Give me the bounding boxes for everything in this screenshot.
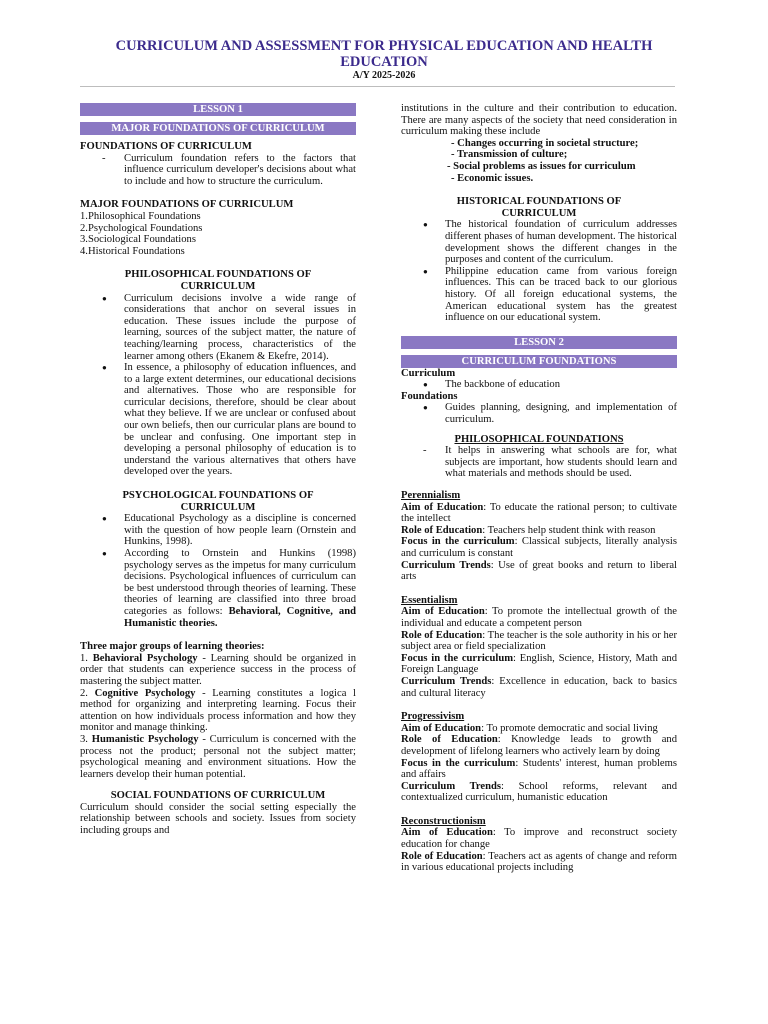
perennialism-role: Role of Education: Teachers help student think with reason bbox=[401, 524, 656, 536]
left-column bbox=[80, 103, 356, 837]
social-heading: SOCIAL FOUNDATIONS OF CURRICULUM bbox=[110, 790, 326, 802]
major-item: 1.Philosophical Foundations bbox=[80, 210, 201, 222]
reconstructionism-role: Role of Education: Teachers act as agents of change and reform in various educational projects including bbox=[401, 850, 677, 874]
essentialism-title: Essentialism bbox=[401, 594, 458, 606]
curriculum-label: Curriculum bbox=[401, 367, 456, 379]
list-item: ● Philippine education came from various foreign influences. This can be traced back to our glorious history. Of all foreign educational systems, the American educational system has the greatest influence on our educational system. bbox=[401, 266, 677, 324]
progressivism-trends: Curriculum Trends: School reforms, relevant and contextualized curriculum, humanistic education bbox=[401, 780, 678, 804]
philosophical-list bbox=[401, 445, 677, 480]
topic-bar-major-foundations: MAJOR FOUNDATIONS OF CURRICULUM bbox=[80, 122, 356, 135]
major-item: 3.Sociological Foundations bbox=[80, 234, 196, 246]
historical-heading: HISTORICAL FOUNDATIONS OF CURRICULUM bbox=[456, 196, 622, 219]
list-item: ● Educational Psychology as a discipline is concerned with the question of how people learn (Ornstein and Hunkins, 1998). bbox=[80, 513, 356, 548]
historical-list bbox=[401, 219, 677, 323]
perennialism-focus: Focus in the curriculum: Classical subjects, literally analysis and curriculum is constant bbox=[401, 536, 677, 559]
psych-text: According to Ornstein and Hunkins (1998) psychology serves as the impetus for many curriculum decisions. Psychological influences of curriculum can be best understood through theories of learning. These theories of learning are classified into three broad categories as follows: bbox=[124, 548, 356, 617]
social-text: Curriculum should consider the social setting especially the relationship between schools and society. Issues from society including groups and bbox=[80, 801, 356, 837]
progressivism-role: Role of Education: Knowledge leads to growth and development of lifelong learners who actively learn by doing bbox=[401, 734, 677, 757]
foundations-label: Foundations bbox=[401, 390, 458, 402]
list-item: - Transmission of culture; bbox=[451, 149, 568, 161]
social-continued-text: institutions in the culture and their contribution to education. There are many aspects of the society that need consideration in curriculum making these include bbox=[401, 103, 677, 138]
theory-behavioral: 1. Behavioral Psychology - Learning should be organized in order that students can experience success in the process of mastering the subject matter. bbox=[80, 652, 356, 687]
reconstructionism-title: Reconstructionism bbox=[401, 815, 486, 827]
theory-humanistic: 3. Humanistic Psychology - Curriculum is concerned with the process not the product; personal not the subject matter; psychological meaning and environment situations. How the learners develop their human potential. bbox=[80, 733, 356, 780]
curriculum-list bbox=[401, 379, 677, 391]
society-issues-list bbox=[401, 138, 677, 184]
list-item: - Curriculum foundation refers to the factors that influence curriculum developer's decisions about what to include and how to structure the curriculum. bbox=[80, 153, 356, 188]
list-item: ● Curriculum decisions involve a wide range of considerations that anchor on several issues in education. These issues include the purpose of learning, sources of the subject matter, the nature of teaching/learning process, characteristics of the learner among others (Ekanem & Ekefre, 2014). bbox=[80, 293, 356, 363]
psychological-list bbox=[80, 513, 356, 629]
philosophical-list bbox=[80, 293, 356, 479]
progressivism-focus: Focus in the curriculum: Students' interest, human problems and affairs bbox=[401, 757, 677, 781]
list-item: - Economic issues. bbox=[451, 172, 534, 184]
learning-theories-heading: Three major groups of learning theories: bbox=[80, 641, 265, 653]
header-divider bbox=[80, 86, 675, 87]
document-title: CURRICULUM AND ASSESSMENT FOR PHYSICAL EDUCATION AND HEALTH EDUCATION bbox=[115, 38, 653, 70]
essentialism-focus: Focus in the curriculum: English, Science, History, Math and Foreign Language bbox=[401, 652, 677, 676]
foundations-list bbox=[401, 402, 677, 425]
psych-theories: Behavioral, Cognitive, and Humanistic theories. bbox=[124, 605, 356, 629]
philosophical-foundations-heading: PHILOSOPHICAL FOUNDATIONS bbox=[454, 433, 624, 445]
foundations-heading: FOUNDATIONS OF CURRICULUM bbox=[80, 141, 252, 152]
lesson-2-bar: LESSON 2 bbox=[401, 336, 677, 349]
list-item: ● Guides planning, designing, and implementation of curriculum. bbox=[401, 402, 677, 425]
list-item: ● The backbone of education bbox=[401, 379, 677, 391]
list-item: ● In essence, a philosophy of education influences, and to a large extent determines, our educational decisions and alternatives. Those who are responsible for curricular decisions, therefore, should be clear about what they believe. If we are unclear or confused about our own beliefs, then our curricular plans are bound to be unclear and confusing. One important step in developing a personal philosophy of education is to understand the various alternatives that others have developed over the years. bbox=[80, 362, 356, 478]
essentialism-aim: Aim of Education: To promote the intellectual growth of the individual and educate a competent person bbox=[401, 606, 677, 629]
list-item bbox=[80, 548, 356, 629]
major-item: 4.Historical Foundations bbox=[80, 245, 185, 257]
list-item: - Changes occurring in societal structure; bbox=[451, 137, 639, 149]
psychological-heading: PSYCHOLOGICAL FOUNDATIONS OF CURRICULUM bbox=[122, 490, 314, 513]
progressivism-aim: Aim of Education: To promote democratic and social living bbox=[401, 722, 658, 734]
philosophical-heading: PHILOSOPHICAL FOUNDATIONS OF CURRICULUM bbox=[124, 269, 312, 292]
right-column bbox=[401, 103, 677, 874]
reconstructionism-aim: Aim of Education: To improve and reconstruct society education for change bbox=[401, 827, 677, 851]
major-item: 2.Psychological Foundations bbox=[80, 222, 203, 234]
perennialism-aim: Aim of Education: To educate the rational person; to cultivate the intellect bbox=[401, 501, 677, 525]
theory-cognitive: 2. Cognitive Psychology - Learning constitutes a logica l method for organizing and interpreting learning. Focus their attention on how individuals process information and how they monitor and manage thinking. bbox=[80, 687, 356, 734]
perennialism-trends: Curriculum Trends: Use of great books and return to liberal arts bbox=[401, 559, 677, 583]
list-item: ● The historical foundation of curriculum addresses different phases of human development. The historical development shows the different changes in the purposes and content of the curriculum. bbox=[401, 219, 677, 265]
list-item: - It helps in answering what schools are for, what subjects are important, how students should learn and what materials and methods should be used. bbox=[401, 445, 677, 480]
academic-year: A/Y 2025-2026 bbox=[352, 70, 416, 81]
essentialism-trends: Curriculum Trends: Excellence in education, back to basics and cultural literacy bbox=[401, 675, 677, 699]
lesson-1-bar: LESSON 1 bbox=[80, 103, 356, 116]
essentialism-role: Role of Education: The teacher is the sole authority in his or her subject area or field specialization bbox=[401, 629, 677, 653]
topic-bar-curriculum-foundations: CURRICULUM FOUNDATIONS bbox=[401, 355, 677, 368]
perennialism-title: Perennialism bbox=[401, 490, 461, 502]
foundations-list bbox=[80, 153, 356, 188]
page-title bbox=[80, 38, 688, 81]
major-heading: MAJOR FOUNDATIONS OF CURRICULUM bbox=[80, 199, 294, 211]
progressivism-title: Progressivism bbox=[401, 711, 465, 723]
list-item: - Social problems as issues for curriculum bbox=[447, 160, 636, 172]
